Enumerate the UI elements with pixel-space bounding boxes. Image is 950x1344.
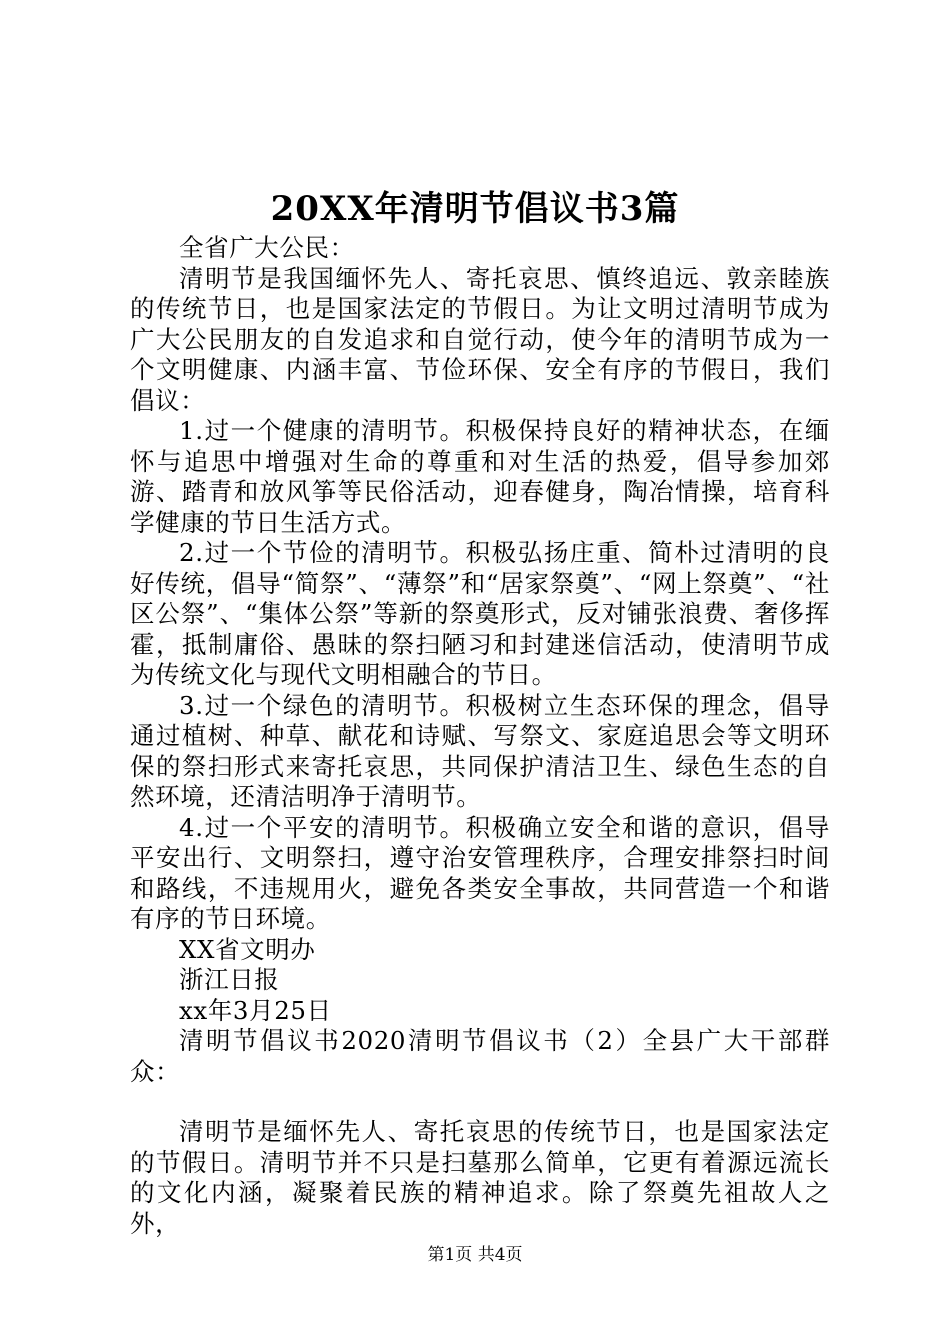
second-letter-paragraph: 清明节是缅怀先人、寄托哀思的传统节日，也是国家法定的节假日。清明节并不只是扫墓那么简单，它更有着源远流长的文化内涵，凝聚着民族的精神追求。除了祭奠先祖故人之外，: [130, 1117, 830, 1238]
signature-date: xx年3月25日: [179, 995, 332, 1025]
document-body: [130, 233, 830, 1239]
signature-newspaper: 浙江日报: [179, 965, 280, 994]
proposal-item-1: 1.过一个健康的清明节。积极保持良好的精神状态，在缅怀与追思中增强对生命的尊重和对生活的热爱，倡导参加郊游、踏青和放风筝等民俗活动，迎春健身，陶冶情操，培育科学健康的节日生活方式。: [130, 416, 830, 537]
proposal-item-4: 4.过一个平安的清明节。积极确立安全和谐的意识，倡导平安出行、文明祭扫，遵守治安管理秩序，合理安排祭扫时间和路线，不违规用火，避免各类安全事故，共同营造一个和谐有序的节日环境。: [130, 812, 830, 933]
intro-paragraph: 清明节是我国缅怀先人、寄托哀思、慎终追远、敦亲睦族的传统节日，也是国家法定的节假日。为让文明过清明节成为广大公民朋友的自发追求和自觉行动，使今年的清明节成为一个文明健康、内涵丰富、节俭环保、安全有序的节假日，我们倡议：: [130, 263, 830, 415]
document-title: 20XX年清明节倡议书3篇: [270, 189, 680, 229]
salutation: 全省广大公民：: [179, 233, 355, 262]
second-letter-heading: 清明节倡议书2020清明节倡议书（2）全县广大干部群众：: [130, 1026, 830, 1086]
page-number: 第1页 共4页: [427, 1245, 523, 1265]
signature-organization: XX省文明办: [179, 934, 316, 964]
proposal-item-2: 2.过一个节俭的清明节。积极弘扬庄重、简朴过清明的良好传统，倡导“简祭”、“薄祭”和“居家祭奠”、“网上祭奠”、“社区公祭”、“集体公祭”等新的祭奠形式，反对铺张浪费、奢侈挥霍，抵制庸俗、愚昧的祭扫陋习和封建迷信活动，使清明节成为传统文化与现代文明相融合的节日。: [130, 538, 830, 689]
proposal-item-3: 3.过一个绿色的清明节。积极树立生态环保的理念，倡导通过植树、种草、献花和诗赋、写祭文、家庭追思会等文明环保的祭扫形式来寄托哀思，共同保护清洁卫生、绿色生态的自然环境，还清洁明净于清明节。: [130, 690, 830, 811]
